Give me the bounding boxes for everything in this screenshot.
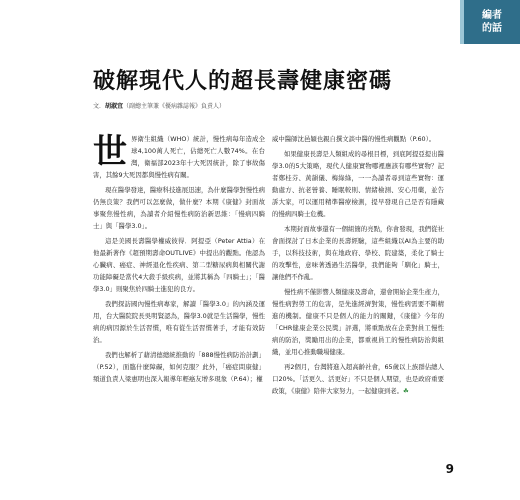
paragraph: 我們探訪國內慢性病專家，解讀「醫學3.0」的內涵及運用，台大醫院院長吳明賢認為，醫學3.0就是生活醫學，慢性病的病因源於生活習慣，唯有從生活習慣著手，才能有效防治。 (93, 300, 265, 344)
paragraph (272, 361, 444, 397)
left-column (93, 133, 265, 473)
paragraph: 現在醫學發達，醫療科技進展迅速，為什麼醫學對慢性病仍無良策？我們可以怎麼做，做什麼？本期《康健》封面故事聚焦慢性病，為讀者介紹慢性病防治新思維：「慢病四騎士」與「醫學3.0」。 (93, 186, 265, 230)
drop-cap: 世 (93, 133, 127, 172)
paragraph (93, 133, 265, 181)
article-title: 破解現代人的超長壽健康密碼 (93, 69, 393, 94)
paragraph: 本期封面故事還有一個組簡的亮點，你會發現，我們從社會面探討了日本企業的長壽經驗，這些組織以AI為主要的助手，以科技技術，與在地政府、學校、院建築，柔化了騎士的攻擊性，意味著透過生活醫學，我們能夠「馴化」騎士，讓他們不作亂。 (272, 225, 444, 281)
section-tab-line1: 編者 (482, 10, 502, 21)
section-tab (464, 0, 520, 44)
paragraph: 威中醫師沈邑穎也親自撰文談中醫的慢性病觀點（P.60）。 (272, 135, 436, 143)
paragraph: 我們也解析了藉清德總統推動的「888慢性病防治計劃」（P.52），面臨什麼障礙，如何克服？此外，「癌症問康健」頻道負責人梁惠明也深入報導年輕癌友增多現象（P.64）；權 (93, 351, 265, 383)
byline (93, 101, 225, 110)
paragraph: 慢性病不僅影響人類健康及壽命，還會開始企業生產力，慢性病對勞工的危害，是先進經濟對策，慢性病需要不斷精進的機制。健康不只是個人的能力的關鍵，《康健》今年的「CHR健康企業公民獎」評選，將重點放在企業對員工慢性病的防治，獎勵用出的企業，都重視員工的慢性病防治與組織，並用心推動職場健康。 (272, 288, 444, 356)
byline-author: 胡淑宜 (105, 103, 124, 110)
byline-note: （副總主筆兼《優病雜誌報》負責人） (123, 103, 226, 110)
byline-prefix: 文． (93, 103, 106, 110)
paragraph-text: 再2個月，台灣將進入超高齡社會，65歲以上族群佔總人口20%。「活更久、活更好」不只是個人期望，也是政府重要政策，《康健》陪伴大家努力，一起健康到老。 (272, 363, 444, 395)
paragraph: 這是美國長壽醫學權威彼得．阿提亞（Peter Attia）在他最新著作《超預期壽命OUTLIVE》中提出的觀點。他認為心臟病、癌症、神經退化性疾病、第二型糖尿病與相關代謝功能障礙是當代4大殺手級疾病，並將其稱為「四騎士」；「醫學3.0」則聚焦於四騎士進犯的良方。 (93, 237, 265, 293)
page-number: 9 (445, 462, 454, 476)
right-column (272, 133, 444, 473)
paragraph-text: 界衛生組織（WHO）統計，慢性病每年造成全球4,100萬人死亡，佔總死亡人數74%。在台灣，衛福部2023年十大死因統計，除了事故傷害，其餘9大死因都與慢性病有關。 (93, 135, 265, 179)
paragraph: 如果健康長壽是人類組成的尋根目標，到底阿提亞提出醫學3.0的5大策略，現代人健康實物哪裡應該有哪些實物？記者鄭桂芬、黃韻儀、梅綠綠，一一為讀者尋到這些實物：運動處方、抗老營養、睡眠較則、情緒檢測、安心用藥，並告訴大家，可以運用精準醫療檢測，提早發現自己是否有隱藏的慢病四騎士危機。 (272, 150, 444, 218)
leaf-icon: ☘ (403, 387, 409, 395)
section-tab-line2: 的話 (482, 23, 502, 34)
